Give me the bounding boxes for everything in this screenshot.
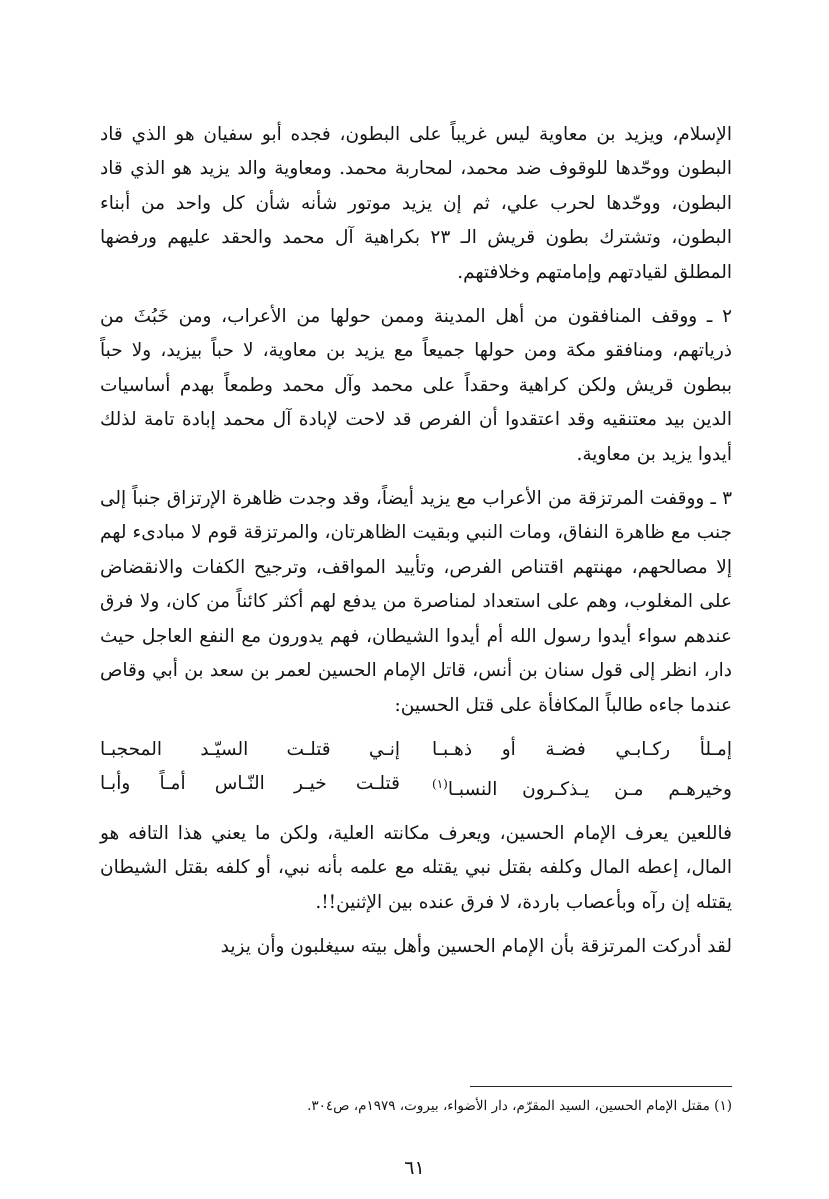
page-number: ٦١	[404, 1157, 425, 1179]
poem-line	[100, 767, 732, 807]
paragraph: ٢ ـ ووقف المنافقون من أهل المدينة وممن حولها من الأعراب، ومن خَبُثَ من ذرياتهم، ومنافقو مكة ومن حولها جميعاً مع يزيد بن معاوية، لا حباً بيزيد، ولا حباً ببطون قريش ولكن كراهية وحقداً على محمد وآل محمد وطمعاً بهدم أساسيات الدين بيد معتنقيه وقد اعتقدوا أن الفرص قد لاحت لإبادة آل محمد إبادة تامة لذلك أيدوا يزيد بن معاوية.	[100, 306, 732, 465]
poem-hemistich: إمـلأ ركـابـي فضـة أو ذهـبـا	[432, 738, 732, 760]
poem-line	[100, 733, 732, 767]
poem-hemistich-text: وخيرهـم مـن يـذكـرون النسبـا	[447, 779, 732, 801]
paragraph: لقد أدركت المرتزقة بأن الإمام الحسين وأهل بيته سيغلبون وأن يزيد	[220, 936, 732, 958]
paragraph: ٣ ـ ووقفت المرتزقة من الأعراب مع يزيد أيضاً، وقد وجدت ظاهرة الإرتزاق جنباً إلى جنب مع ظاهرة النفاق، ومات النبي وبقيت الظاهرتان، والمرتزقة قوم لا مبادىء لهم إلا مصالحهم، مهنتهم اقتناص الفرص، وتأييد المواقف، وترجيح الكفات والانقضاض على المغلوب، وهم على استعداد لمناصرة من يدفع لهم أكثر كائناً من كان، ولا فرق عندهم سواء أيدوا رسول الله أم أيدوا الشيطان، فهم يدورون مع النفع العاجل حيث دار، انظر إلى قول سنان بن أنس، قاتل الإمام الحسين لعمر بن سعد بن أبي وقاص عندما جاءه طالباً المكافأة على قتل الحسين:	[100, 488, 732, 716]
footnote: (١) مقتل الإمام الحسين، السيد المقرّم، دار الأضواء، بيروت، ١٩٧٩م، ص٣٠٤.	[307, 1098, 732, 1114]
paragraph: الإسلام، ويزيد بن معاوية ليس غريباً على البطون، فجده أبو سفيان هو الذي قاد البطون ووحّدها للوقوف ضد محمد، لمحاربة محمد. ومعاوية والد يزيد هو الذي قاد البطون، ووحّدها لحرب علي، ثم إن يزيد موتور شأنه شأن كل واحد من أبناء البطون، وتشترك بطون قريش الـ ٢٣ بكراهية آل محمد والحقد عليهم ورفضها المطلق لقيادتهم وإمامتهم وخلافتهم.	[100, 124, 732, 283]
poem	[100, 733, 732, 807]
poem-hemistich: قتلـت خيـر النّـاس أمـاً وأبـا	[100, 772, 400, 794]
footnote-divider	[470, 1086, 732, 1087]
paragraph: فاللعين يعرف الإمام الحسين، ويعرف مكانته العلية، ولكن ما يعني هذا التافه هو المال، إعطه المال وكلفه بقتل نبي يقتله مع علمه بأنه نبي، أو كلفه بقتل الشيطان يقتله إن رآه وبأعصاب باردة، لا فرق عنده بين الإثنين!!.	[100, 823, 732, 913]
poem-hemistich	[432, 767, 732, 807]
poem-hemistich: إنـي قتلـت السيّـد المحجبـا	[100, 738, 400, 760]
page-body	[100, 118, 732, 975]
footnote-reference: (١)	[432, 776, 448, 791]
